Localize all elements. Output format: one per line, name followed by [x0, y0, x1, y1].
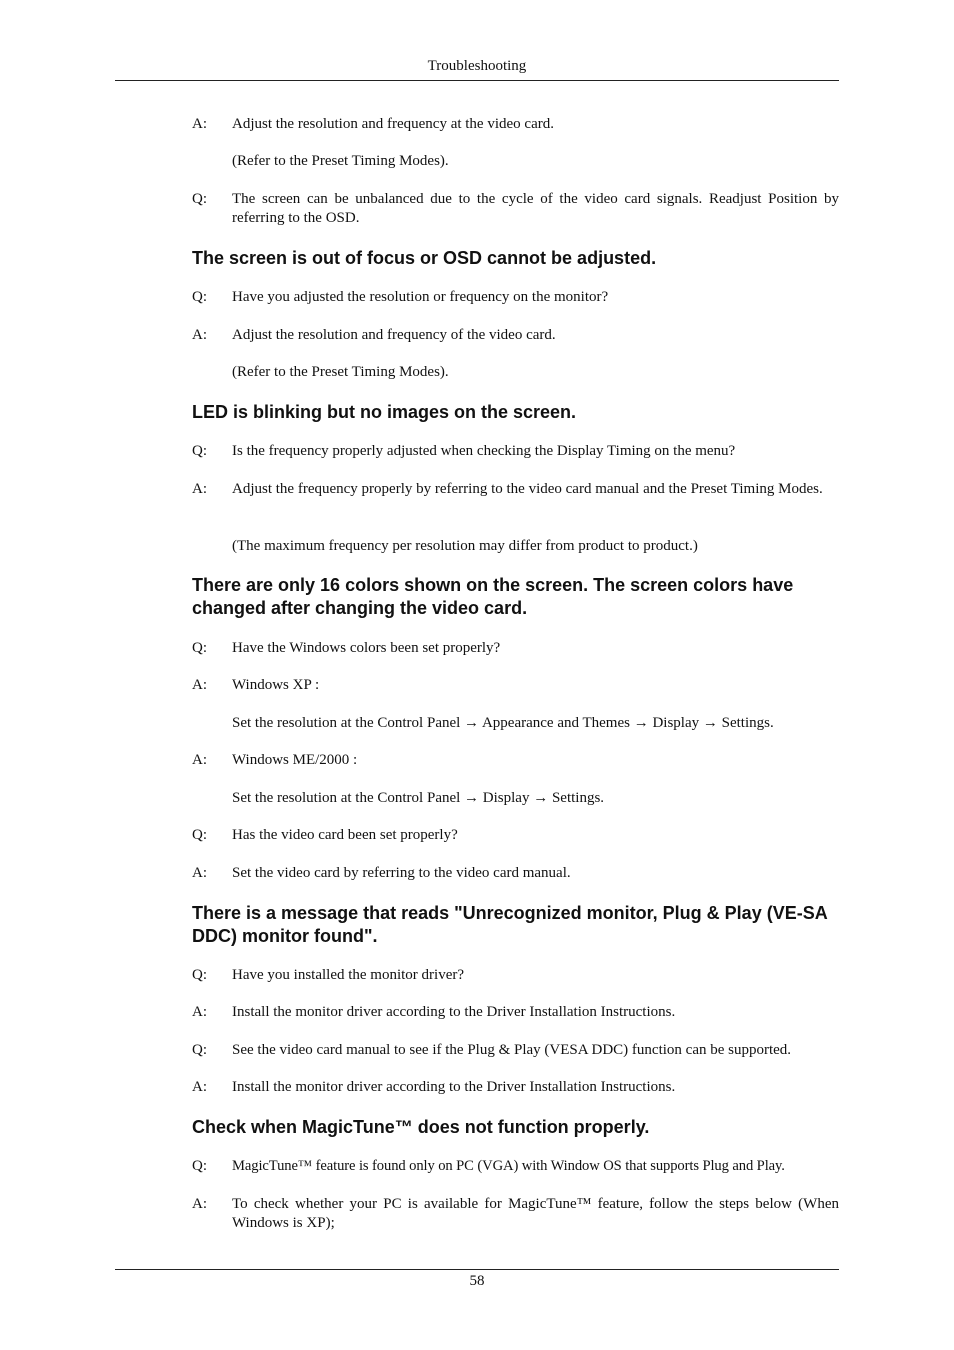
answer-mark: A: [192, 1004, 207, 1020]
answer-item [192, 751, 839, 770]
section-heading: There are only 16 colors shown on the screen. The screen colors have changed after changing the video card. [192, 575, 794, 618]
note-item [192, 537, 839, 556]
answer-item [192, 1078, 839, 1097]
question-text: Is the frequency properly adjusted when checking the Display Timing on the menu? [232, 443, 736, 459]
question-mark: Q: [192, 191, 207, 207]
answer-text: Adjust the resolution and frequency of the video card. [232, 327, 556, 343]
question-item [192, 1041, 839, 1060]
answer-item [192, 676, 839, 695]
question-text: The screen can be unbalanced due to the cycle of the video card signals. Readjust Position by referring to the OSD. [232, 191, 839, 226]
note-text: (The maximum frequency per resolution may differ from product to product.) [232, 538, 698, 554]
answer-item [192, 1195, 839, 1233]
answer-item [192, 864, 839, 883]
note-item [192, 363, 839, 382]
answer-mark: A: [192, 481, 207, 497]
answer-mark: A: [192, 1196, 207, 1212]
answer-text: To check whether your PC is available for MagicTune™ feature, follow the steps below (When Windows is XP); [232, 1196, 839, 1231]
question-text: Have you installed the monitor driver? [232, 967, 465, 983]
answer-item [192, 326, 839, 345]
section-heading: The screen is out of focus or OSD cannot be adjusted. [192, 248, 657, 268]
note-text: Set the resolution at the Control Panel → Display → Settings. [232, 790, 605, 806]
answer-text: Install the monitor driver according to the Driver Installation Instructions. [232, 1079, 676, 1095]
note-item [192, 714, 839, 733]
note-item [192, 789, 839, 808]
answer-item [192, 115, 839, 134]
question-text: Have you adjusted the resolution or frequency on the monitor? [232, 289, 609, 305]
answer-text: Adjust the frequency properly by referring to the video card manual and the Preset Timing Modes. [232, 481, 823, 497]
section-heading: LED is blinking but no images on the screen. [192, 402, 577, 422]
answer-mark: A: [192, 327, 207, 343]
question-item [192, 442, 839, 461]
answer-text: Set the video card by referring to the video card manual. [232, 865, 571, 881]
running-header: Troubleshooting [427, 58, 527, 74]
question-item [192, 826, 839, 845]
note-item [192, 152, 839, 171]
note-text: (Refer to the Preset Timing Modes). [232, 153, 449, 169]
answer-mark: A: [192, 677, 207, 693]
question-item [192, 190, 839, 228]
question-mark: Q: [192, 1042, 207, 1058]
question-mark: Q: [192, 1158, 207, 1174]
answer-mark: A: [192, 752, 207, 768]
question-item [192, 1157, 839, 1176]
question-item [192, 966, 839, 985]
note-text: Set the resolution at the Control Panel → Appearance and Themes → Display → Settings. [232, 715, 774, 731]
question-mark: Q: [192, 289, 207, 305]
answer-mark: A: [192, 865, 207, 881]
page-number: 58 [469, 1273, 485, 1289]
question-text: Has the video card been set properly? [232, 827, 458, 843]
answer-text: Windows ME/2000 : [232, 752, 358, 768]
answer-item [192, 1003, 839, 1022]
question-mark: Q: [192, 443, 207, 459]
answer-text: Windows XP : [232, 677, 320, 693]
answer-text: Adjust the resolution and frequency at the video card. [232, 116, 554, 132]
note-text: (Refer to the Preset Timing Modes). [232, 364, 449, 380]
question-item [192, 288, 839, 307]
answer-item [192, 480, 839, 499]
answer-mark: A: [192, 1079, 207, 1095]
footer-rule [115, 1269, 839, 1270]
question-mark: Q: [192, 967, 207, 983]
question-text: See the video card manual to see if the Plug & Play (VESA DDC) function can be supported. [232, 1042, 792, 1058]
question-mark: Q: [192, 827, 207, 843]
question-text: MagicTune™ feature is found only on PC (VGA) with Window OS that supports Plug and Play. [232, 1158, 785, 1174]
answer-mark: A: [192, 116, 207, 132]
question-item [192, 639, 839, 658]
header-rule [115, 80, 839, 81]
section-heading: Check when MagicTune™ does not function properly. [192, 1117, 650, 1137]
question-mark: Q: [192, 640, 207, 656]
section-heading: There is a message that reads "Unrecognized monitor, Plug & Play (VE-SA DDC) monitor found". [192, 903, 828, 946]
answer-text: Install the monitor driver according to the Driver Installation Instructions. [232, 1004, 676, 1020]
question-text: Have the Windows colors been set properly? [232, 640, 501, 656]
